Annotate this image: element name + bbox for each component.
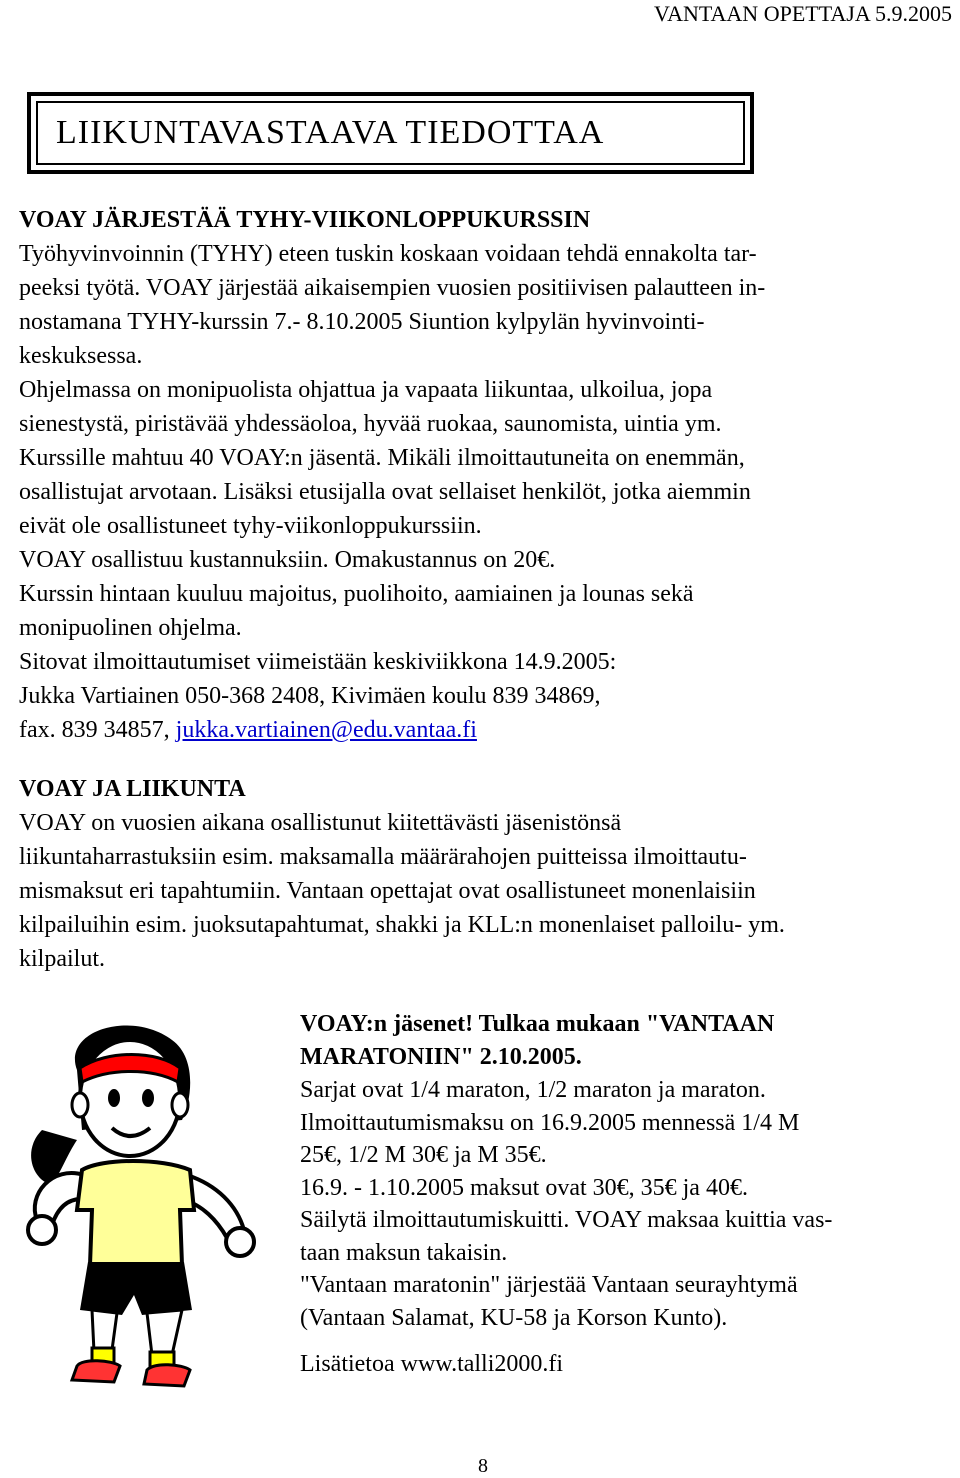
text-line: Sarjat ovat 1/4 maraton, 1/2 maraton ja maraton.	[300, 1077, 766, 1103]
fax-line	[19, 713, 939, 747]
text-line: peeksi työtä. VOAY järjestää aikaisempien vuosien positiivisen palautteen in-	[19, 275, 766, 301]
title-frame	[36, 101, 745, 165]
fax-prefix: fax. 839 34857,	[19, 717, 176, 743]
tyhy-course-section	[19, 203, 939, 747]
email-link[interactable]: jukka.vartiainen@edu.vantaa.fi	[175, 717, 477, 743]
text-line: Sitovat ilmoittautumiset viimeistään keskiviikkona 14.9.2005:	[19, 649, 617, 675]
marathon-section	[300, 1008, 950, 1381]
page-title: LIIKUNTAVASTAAVA TIEDOTTAA	[56, 114, 605, 151]
text-line: (Vantaan Salamat, KU-58 ja Korson Kunto).	[300, 1304, 728, 1331]
text-line: sienestystä, piristävää yhdessäoloa, hyvää ruokaa, saunomista, uintia ym.	[19, 411, 722, 437]
page-number: 8	[478, 1455, 488, 1477]
text-line: taan maksun takaisin.	[300, 1239, 508, 1266]
text-line: Kurssin hintaan kuuluu majoitus, puolihoito, aamiainen ja lounas sekä	[19, 581, 694, 607]
text-line: Kurssille mahtuu 40 VOAY:n jäsentä. Mikäli ilmoittautuneita on enemmän,	[19, 445, 745, 471]
text-line: VOAY osallistuu kustannuksiin. Omakustannus on 20€.	[19, 547, 556, 573]
text-line: liikuntaharrastuksiin esim. maksamalla määrärahojen puitteissa ilmoittautu-	[19, 844, 747, 870]
text-line: mismaksut eri tapahtumiin. Vantaan opettajat ovat osallistuneet monenlaisiin	[19, 878, 756, 904]
text-line: 25€, 1/2 M 30€ ja M 35€.	[300, 1142, 547, 1168]
runner-illustration	[22, 1010, 292, 1405]
marathon-heading-line: MARATONIIN" 2.10.2005.	[300, 1044, 582, 1070]
sports-heading: VOAY JA LIIKUNTA	[19, 776, 246, 802]
text-line: Ilmoittautumismaksu on 16.9.2005 mennessä 1/4 M	[300, 1109, 800, 1136]
voay-sports-section	[19, 772, 939, 976]
text-line: kilpailuihin esim. juoksutapahtumat, shakki ja KLL:n monenlaiset palloilu- ym.	[19, 912, 785, 938]
text-line: keskuksessa.	[19, 343, 143, 369]
text-line: kilpailut.	[19, 946, 105, 972]
text-line: 16.9. - 1.10.2005 maksut ovat 30€, 35€ ja 40€.	[300, 1174, 748, 1201]
text-line: Työhyvinvoinnin (TYHY) eteen tuskin koskaan voidaan tehdä ennakolta tar-	[19, 241, 757, 267]
text-line: VOAY on vuosien aikana osallistunut kiitettävästi jäsenistönsä	[19, 810, 622, 836]
text-line: "Vantaan maratonin" järjestää Vantaan seurayhtymä	[300, 1272, 798, 1298]
text-line: nostamana TYHY-kurssin 7.- 8.10.2005 Siuntion kylpylän hyvinvointi-	[19, 309, 705, 335]
more-info: Lisätietoa www.talli2000.fi	[300, 1351, 564, 1377]
text-line: eivät ole osallistuneet tyhy-viikonloppukurssiin.	[19, 513, 482, 539]
tyhy-heading: VOAY JÄRJESTÄÄ TYHY-VIIKONLOPPUKURSSIN	[19, 207, 591, 233]
marathon-heading-line: VOAY:n jäsenet! Tulkaa mukaan "VANTAAN	[300, 1011, 775, 1037]
text-line: monipuolinen ohjelma.	[19, 615, 242, 641]
running-header: VANTAAN OPETTAJA 5.9.2005	[654, 1, 952, 26]
text-line: Ohjelmassa on monipuolista ohjattua ja vapaata liikuntaa, ulkoilua, jopa	[19, 377, 713, 403]
text-line: Säilytä ilmoittautumiskuitti. VOAY maksaa kuittia vas-	[300, 1207, 833, 1233]
text-line: Jukka Vartiainen 050-368 2408, Kivimäen koulu 839 34869,	[19, 683, 601, 709]
text-line: osallistujat arvotaan. Lisäksi etusijalla ovat sellaiset henkilöt, jotka aiemmin	[19, 479, 751, 505]
